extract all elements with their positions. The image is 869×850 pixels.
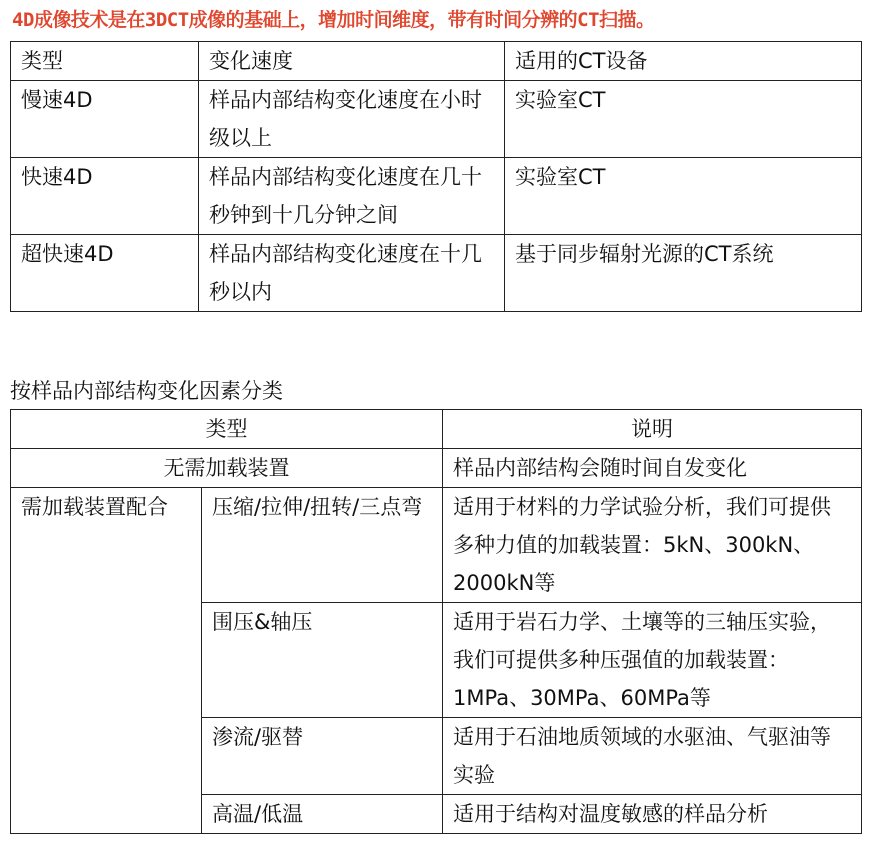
row-speed: 样品内部结构变化速度在十几秒以内 [199,235,505,312]
table-row [11,488,862,603]
factor-table [10,409,862,834]
load-desc: 适用于结构对温度敏感的样品分析 [443,795,862,834]
load-type: 围压&轴压 [202,603,443,718]
row-type: 超快速4D [11,235,199,312]
load-desc: 适用于岩石力学、土壤等的三轴压实验，我们可提供多种压强值的加载装置：1MPa、30MPa、60MPa等 [443,603,862,718]
row-speed: 样品内部结构变化速度在小时级以上 [199,81,505,158]
row-type: 慢速4D [11,81,199,158]
table-row [11,449,862,488]
need-load-group: 需加载装置配合 [11,488,202,834]
speed-table [10,41,862,312]
no-load-type: 无需加载装置 [11,449,443,488]
load-type: 渗流/驱替 [202,718,443,795]
header-type: 类型 [11,42,199,81]
table-header-row [11,410,862,449]
row-device: 实验室CT [505,81,862,158]
load-type: 高温/低温 [202,795,443,834]
header-speed: 变化速度 [199,42,505,81]
table-row [11,235,862,312]
intro-text: 4D成像技术是在3DCT成像的基础上，增加时间维度，带有时间分辨的CT扫描。 [12,9,655,31]
header-type: 类型 [11,410,443,449]
table-row [11,158,862,235]
no-load-desc: 样品内部结构会随时间自发变化 [443,449,862,488]
load-desc: 适用于材料的力学试验分析，我们可提供多种力值的加载装置：5kN、300kN、2000kN等 [443,488,862,603]
row-device: 基于同步辐射光源的CT系统 [505,235,862,312]
header-device: 适用的CT设备 [505,42,862,81]
section-title: 按样品内部结构变化因素分类 [10,379,283,403]
row-type: 快速4D [11,158,199,235]
row-device: 实验室CT [505,158,862,235]
load-desc: 适用于石油地质领域的水驱油、气驱油等实验 [443,718,862,795]
row-speed: 样品内部结构变化速度在几十秒钟到十几分钟之间 [199,158,505,235]
load-type: 压缩/拉伸/扭转/三点弯 [202,488,443,603]
table-header-row [11,42,862,81]
table-row [11,81,862,158]
header-desc: 说明 [443,410,862,449]
